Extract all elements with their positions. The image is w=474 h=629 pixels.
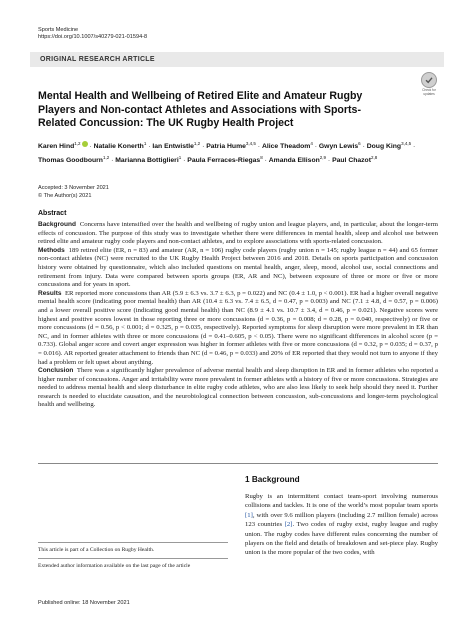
abstract-body	[38, 221, 438, 410]
author-name: Doug King$^{3,4,5}$	[366, 141, 412, 150]
article-title: Mental Health and Wellbeing of Retired Elite and Amateur Rugby Players and Non-contact Athletes and Associations with Sports-Related Concussion: The UK Rugby Health Project	[38, 90, 363, 129]
author-name: Alice Theadom$^4$	[261, 141, 313, 150]
article-type-label: ORIGINAL RESEARCH ARTICLE	[40, 55, 155, 63]
author-name: Paul Chazot$^{2,8}$	[332, 155, 378, 164]
collection-footnote: This article is part of a Collection on Rugby Health.	[38, 547, 155, 553]
abstract-conclusion: Conclusion There was a significantly higher prevalence of adverse mental health and sleep disruption in ER and in former athletes who reported a higher number of concussions. Anger and irritability were more prevalent in former athletes with a history of five or more concussions. Strategies are needed to address mental health and sleep disturbance in elite rugby code athletes, who are also less likely to seek help should they need it. Further research is needed to elucidate causation, and the neurobiological connection between concussion, sub-concussions and longer-term psychological health and wellbeing.	[38, 367, 438, 409]
author-name: Amanda Ellison$^{2,9}$	[268, 155, 327, 164]
journal-name: Sports Medicine	[38, 27, 79, 33]
article-type-banner	[30, 52, 444, 67]
author-name: Ian Entwistle$^{1,2}$	[152, 141, 201, 150]
conclusion-label: Conclusion	[38, 367, 74, 375]
extended-author-footnote: Extended author information available on the last page of the article	[38, 563, 191, 569]
acceptance-info	[38, 185, 109, 200]
methods-label: Methods	[38, 246, 65, 254]
check-for-updates-icon	[421, 72, 437, 88]
section-heading-background: 1 Background	[245, 475, 300, 484]
author-name: Thomas Goodbourn$^{1,2}$	[38, 155, 110, 164]
published-date: Published online: 18 November 2021	[38, 600, 130, 606]
background-label: Background	[38, 221, 76, 228]
citation-link[interactable]: [2]	[284, 521, 293, 529]
journal-header	[38, 27, 147, 41]
author-name: Gwyn Lewis$^6$	[318, 141, 361, 150]
abstract-methods: Methods 189 retired elite (ER, n = 83) and amateur (AR, n = 106) rugby code players (rugby union n = 145; rugby league n = 44) and 65 former non-contact athletes (NC) were recruited to the UK Rugby Health Project between 2016 and 2018. Details on sports participation and concussion history were obtained by questionnaire, which also included questions on mental health, anger, sleep, mood, alcohol use, social connections and retirement from injury. Data were compared between sports groups (ER, AR and NC), between exposure of three or more or five or more concussions and for years in sport.	[38, 246, 438, 289]
abstract-divider	[38, 463, 438, 464]
copyright-notice: © The Author(s) 2021	[38, 192, 92, 199]
author-list: Karen Hind$^{1,2}$ · Natalie Konerth$^1$ · Ian Entwistle$^{1,2}$ · Patria Hume$^{3,4,5}$ · Alice Theadom$^4$ · Gwyn Lewis$^6$ · Doug King$^{3,4,5}$ · Thomas Goodbourn$^{1,2}$ · Marianna Bottiglieri$^1$ · Paula Ferraces-Riegas$^8$ · Amanda Ellison$^{2,9}$ · Paul Chazot$^{2,8}$	[38, 141, 416, 164]
citation-link[interactable]: [1]	[245, 511, 253, 519]
accepted-date: Accepted: 3 November 2021	[38, 185, 109, 191]
author-name: Natalie Konerth$^1$	[93, 141, 147, 150]
check-for-updates-badge[interactable]	[416, 72, 442, 97]
footnote-divider	[38, 542, 228, 543]
author-name: Marianna Bottiglieri$^1$	[115, 155, 182, 164]
check-for-updates-text: Check for updates	[422, 88, 436, 96]
results-label: Results	[38, 289, 62, 297]
author-name: Patria Hume$^{3,4,5}$	[206, 141, 256, 150]
section-background-text: Rugby is an intermittent contact team-sport involving numerous collisions and tackles. It is one of the world’s most popular team sports [1], with over 9.6 million players (including 2.7 million female) across 123 countries [2]. Two codes of rugby exist, rugby league and rugby union. The rugby codes have different rules concerning the number of players on the field and details of breakdown and set-piece play. Rugby union is the more popular of the two codes, with	[245, 493, 438, 557]
author-name: Karen Hind$^{1,2}$	[38, 143, 88, 150]
author-name: Paula Ferraces-Riegas$^8$	[187, 155, 263, 164]
abstract-heading: Abstract	[38, 210, 67, 217]
doi-link[interactable]: https://doi.org/10.1007/s40279-021-01594-8	[38, 34, 148, 40]
footnote-divider-2	[38, 558, 228, 559]
abstract-background: Background Concerns have intensified over the health and wellbeing of rugby union and league players, and, in particular, about the longer-term effects of concussion. The purpose of this study was to investigate whether there were differences in mental health, sleep and alcohol use between retired elite and amateur rugby code players and non-contact athletes, and to explore associations with sports-related concussion.	[38, 221, 439, 246]
abstract-results: Results ER reported more concussions than AR (5.9 ± 6.3 vs. 3.7 ± 6.3, p = 0.022) and NC (0.4 ± 1.0, p < 0.001). ER had a higher overall negative mental health score (indicating poor mental health) than AR (10.4 ± 6.3 vs. 7.4 ± 6.5, d = 0.47, p = 0.003) and NC (7.1 ± 4.8, d = 0.57, p = 0.006) and a lower overall positive score (indicating good mental health) than NC (8.9 ± 4.1 vs. 10.7 ± 3.4, d = 0.46, p = 0.021). Negative scores were highest and positive scores lowest in those reporting three or more concussions (d = 0.36, p = 0.008; d = 0.28, p = 0.040, respectively) or five or more concussions (d = 0.56, p < 0.001; d = 0.325, p = 0.035, respectively). Reported symptoms for sleep disruption were more prevalent in ER than NC, and in former athletes with three or more concussions (d = 0.41–0.605, p < 0.05). There were no significant differences in alcohol score (p = 0.733). Global anger score and covert anger expression was higher in former athletes with five or more concussions (d = 0.32, p = 0.035; d = 0.37, p = 0.016). AR reported greater attachment to friends than NC (d = 0.46, p = 0.033) and 20% of ER reported that they would not turn to anyone if they had a problem or felt upset about anything.	[38, 289, 438, 366]
